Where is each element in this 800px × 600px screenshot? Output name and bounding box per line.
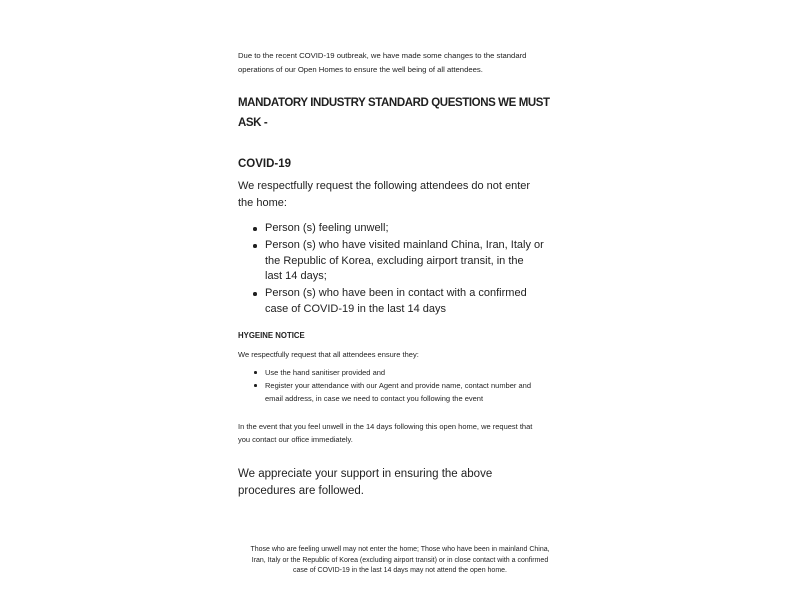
covid-section-title — [238, 156, 291, 172]
text-line: ASK - — [238, 116, 268, 129]
bullet-line: Person (s) feeling unwell; — [265, 222, 389, 234]
text-line: We respectfully request the following attendees do not enter — [238, 180, 531, 192]
bullet-line: the Republic of Korea, excluding airport transit, in the — [265, 254, 524, 267]
bullet-icon — [254, 384, 257, 387]
covid-request-paragraph — [238, 178, 530, 211]
section-heading-mandatory — [238, 94, 550, 133]
bullet-icon — [253, 292, 257, 296]
text-line: COVID-19 — [238, 158, 292, 170]
list-item — [238, 221, 544, 237]
bullet-line: Use the hand sanitiser provided and — [265, 368, 386, 377]
bullet-line: email address, in case we need to contact you following the event — [265, 394, 484, 403]
bullet-icon — [253, 244, 257, 248]
footer-summary-note — [0, 545, 800, 577]
bullet-line: case of COVID-19 in the last 14 days — [265, 302, 446, 315]
bullet-line: Person (s) who have been in contact with a confirmed — [265, 287, 527, 299]
text-line: HYGEINE NOTICE — [238, 331, 305, 340]
text-line: In the event that you feel unwell in the 14 days following this open home, we request that — [238, 422, 533, 431]
closing-paragraph — [238, 466, 492, 500]
list-item — [238, 366, 531, 379]
text-line: the home: — [238, 196, 287, 209]
hygiene-bullet-list — [238, 366, 531, 405]
list-item — [238, 238, 544, 285]
list-item — [238, 286, 544, 317]
text-line: you contact our office immediately. — [238, 435, 353, 444]
text-line: procedures are followed. — [238, 485, 364, 497]
text-line: case of COVID-19 in the last 14 days may not attend the open home. — [292, 567, 507, 575]
bullet-line: Register your attendance with our Agent and provide name, contact number and — [265, 381, 531, 390]
text-line: operations of our Open Homes to ensure the well being of all attendees. — [238, 64, 483, 74]
bullet-icon — [254, 371, 257, 374]
bullet-icon — [253, 227, 257, 231]
text-line: Iran, Italy or the Republic of Korea (excluding airport transit) or in close contact with a confirmed — [251, 556, 549, 564]
text-line: Due to the recent COVID-19 outbreak, we have made some changes to the standard — [238, 51, 527, 60]
text-line: We appreciate your support in ensuring the above — [238, 468, 493, 480]
text-line: We respectfully request that all attendees ensure they: — [238, 350, 419, 359]
bullet-line: Person (s) who have visited mainland China, Iran, Italy or — [265, 239, 544, 251]
text-line: MANDATORY INDUSTRY STANDARD QUESTIONS WE MUST — [238, 97, 550, 109]
text-line: Those who are feeling unwell may not enter the home; Those who have been in mainland China, — [250, 546, 550, 553]
hygiene-section-title — [238, 330, 305, 342]
unwell-note-paragraph — [238, 420, 532, 446]
intro-paragraph — [238, 49, 526, 76]
list-item — [238, 379, 531, 405]
hygiene-request-paragraph — [238, 348, 419, 361]
covid-bullet-list — [238, 221, 544, 319]
bullet-line: last 14 days; — [265, 270, 327, 282]
